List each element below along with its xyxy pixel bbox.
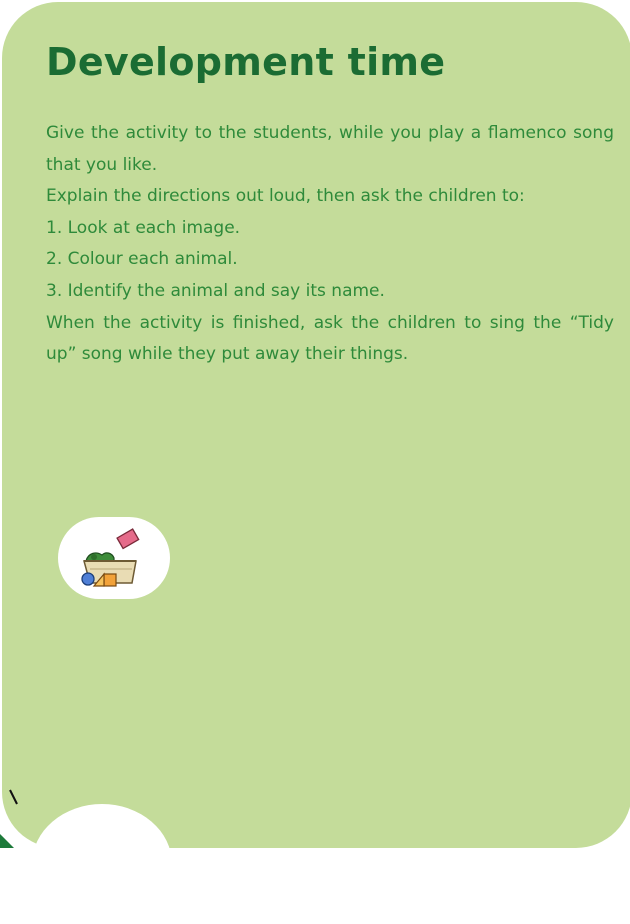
step-item: 1. Look at each image. xyxy=(46,217,241,238)
intro-paragraph: Give the activity to the students, while you play a flamenco song that you like. xyxy=(46,123,614,175)
step-item: 3. Identify the animal and say its name. xyxy=(46,280,385,301)
corner-stroke-decoration xyxy=(0,788,40,848)
instruction-card xyxy=(2,2,630,848)
directions-paragraph: Explain the directions out loud, then ask the children to: xyxy=(46,186,525,207)
section-title: Development time xyxy=(46,40,446,84)
instructions-text xyxy=(46,118,614,371)
step-item: 2. Colour each animal. xyxy=(46,249,238,270)
closing-paragraph: When the activity is finished, ask the children to sing the “Tidy up” song while they put away their things. xyxy=(46,312,614,365)
toy-box-icon xyxy=(80,527,148,589)
tidy-up-badge xyxy=(58,517,170,599)
corner-decoration xyxy=(32,804,172,924)
